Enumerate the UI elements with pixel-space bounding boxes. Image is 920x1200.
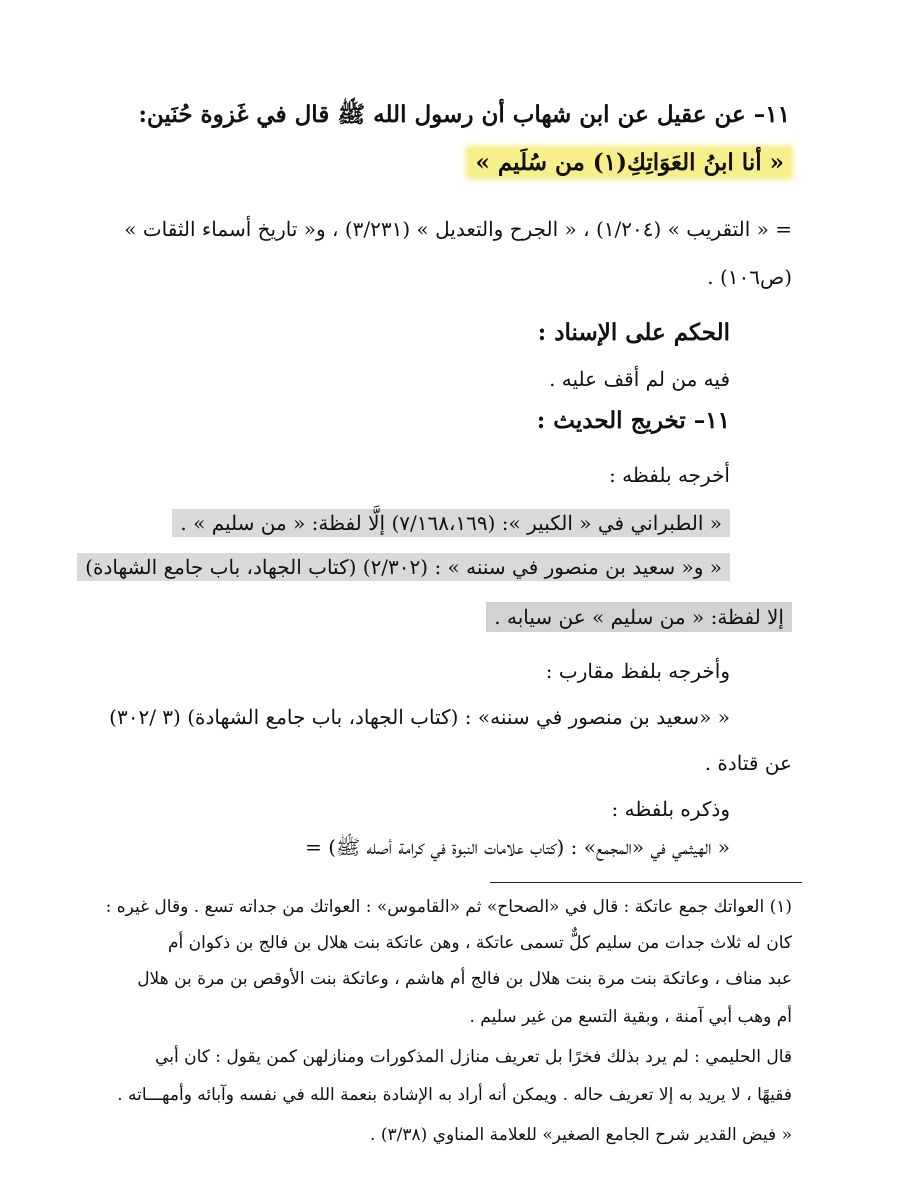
takhrij-item-4-text: « الهيثمي في «المجمع» : (كتاب علامات النبوة في كرامة أصله ﷺ) = — [305, 835, 730, 859]
takhrij-intro-2 — [105, 654, 730, 688]
continuation-line-1 — [100, 212, 792, 246]
takhrij-item-3-cont — [105, 746, 792, 780]
takhrij-item-1-highlighted: « الطبراني في « الكبير »: (٧/١٦٨،١٦٩) إلَّا لفظة: « من سليم » . — [172, 509, 730, 537]
footnote-line-4 — [108, 1002, 792, 1032]
footnote-line-5 — [108, 1042, 792, 1072]
footnote-line-6 — [108, 1080, 792, 1110]
continuation-line-2 — [105, 260, 792, 294]
footnote-text-7: « فيض القدير شرح الجامع الصغير» للعلامة المناوي (٣/٣٨) . — [370, 1125, 792, 1145]
takhrij-intro-3 — [105, 792, 730, 826]
takhrij-item-2-highlighted: « و« سعيد بن منصور في سننه » : (٢/٣٠٢) (كتاب الجهاد، باب جامع الشهادة) — [77, 553, 730, 581]
footnote-line-3 — [108, 964, 792, 994]
footnote-text-3: عبد مناف ، وعاتكة بنت مرة بنت هلال بن فالج أم هاشم ، وعاتكة بنت الأوقص بن مرة بن هلال — [137, 969, 792, 989]
footnote-text-5: قال الحليمي : لم يرد بذلك فخرًا بل تعريف منازل المذكورات ومنازلهن كمن يقول : كان أبي — [155, 1047, 792, 1067]
footnote-text-1: (١) العواتك جمع عاتكة : قال في «الصحاح» ثم «القاموس» : العواتك من جداته تسع . وقال غيره : — [105, 897, 792, 917]
takhrij-item-2-cont-highlighted: إلا لفظة: « من سليم » عن سيابه . — [486, 602, 792, 632]
takhrij-intro-2-text: وأخرجه بلفظ مقارب : — [545, 659, 730, 683]
hadith-text: ١١– عن عقيل عن ابن شهاب أن رسول الله ﷺ قال في غَزوة حُنَين: — [138, 101, 790, 128]
footnote-line-1 — [105, 892, 792, 922]
footnote-separator — [490, 882, 802, 883]
footnote-line-2 — [108, 928, 792, 958]
takhrij-item-2-cont — [105, 600, 792, 634]
takhrij-item-3-text: « «سعيد بن منصور في سننه» : (كتاب الجهاد، باب جامع الشهادة) (٣ /٣٠٢) — [109, 705, 730, 729]
takhrij-item-1 — [105, 506, 730, 540]
footnote-text-6: فقيهًا ، لا يريد به إلا تعريف حاله . ويمكن أنه أراد به الإشادة بنعمة الله في نفسه وآبائه وأمهـــاته . — [117, 1085, 792, 1105]
footnote-text-2: كان له ثلاث جدات من سليم كلٌّ تسمى عاتكة ، وهن عاتكة بنت هلال بن فالج بن ذكوان أم — [167, 933, 792, 953]
ruling-heading — [105, 316, 730, 350]
takhrij-item-3 — [100, 700, 730, 734]
takhrij-intro-3-text: وذكره بلفظه : — [611, 797, 730, 821]
continuation-text-end: (ص١٠٦) . — [707, 265, 792, 289]
hadith-line-2 — [105, 146, 790, 180]
continuation-text: = « التقريب » (١/٢٠٤) ، « الجرح والتعديل » (٣/٢٣١) ، و« تاريخ أسماء الثقات » — [124, 217, 792, 241]
takhrij-heading-text: ١١– تخريج الحديث : — [536, 407, 730, 434]
hadith-line-1 — [105, 98, 790, 132]
footnote-text-4: أم وهب أبي آمنة ، وبقية التسع من غير سليم . — [469, 1007, 792, 1027]
takhrij-item-4 — [100, 830, 730, 864]
ruling-text — [105, 362, 730, 396]
takhrij-intro-text: أخرجه بلفظه : — [609, 463, 730, 487]
takhrij-intro — [105, 458, 730, 492]
hadith-quote-highlighted: « أنا ابنُ العَوَاتِكِ(١) من سُلَيم » — [469, 149, 790, 176]
ruling-text-span: فيه من لم أقف عليه . — [549, 367, 730, 391]
takhrij-item-3-cont-text: عن قتادة . — [704, 751, 792, 775]
ruling-heading-text: الحكم على الإسناد : — [537, 319, 730, 346]
takhrij-heading — [105, 404, 730, 438]
takhrij-item-2 — [85, 550, 730, 584]
footnote-line-7 — [108, 1120, 792, 1150]
